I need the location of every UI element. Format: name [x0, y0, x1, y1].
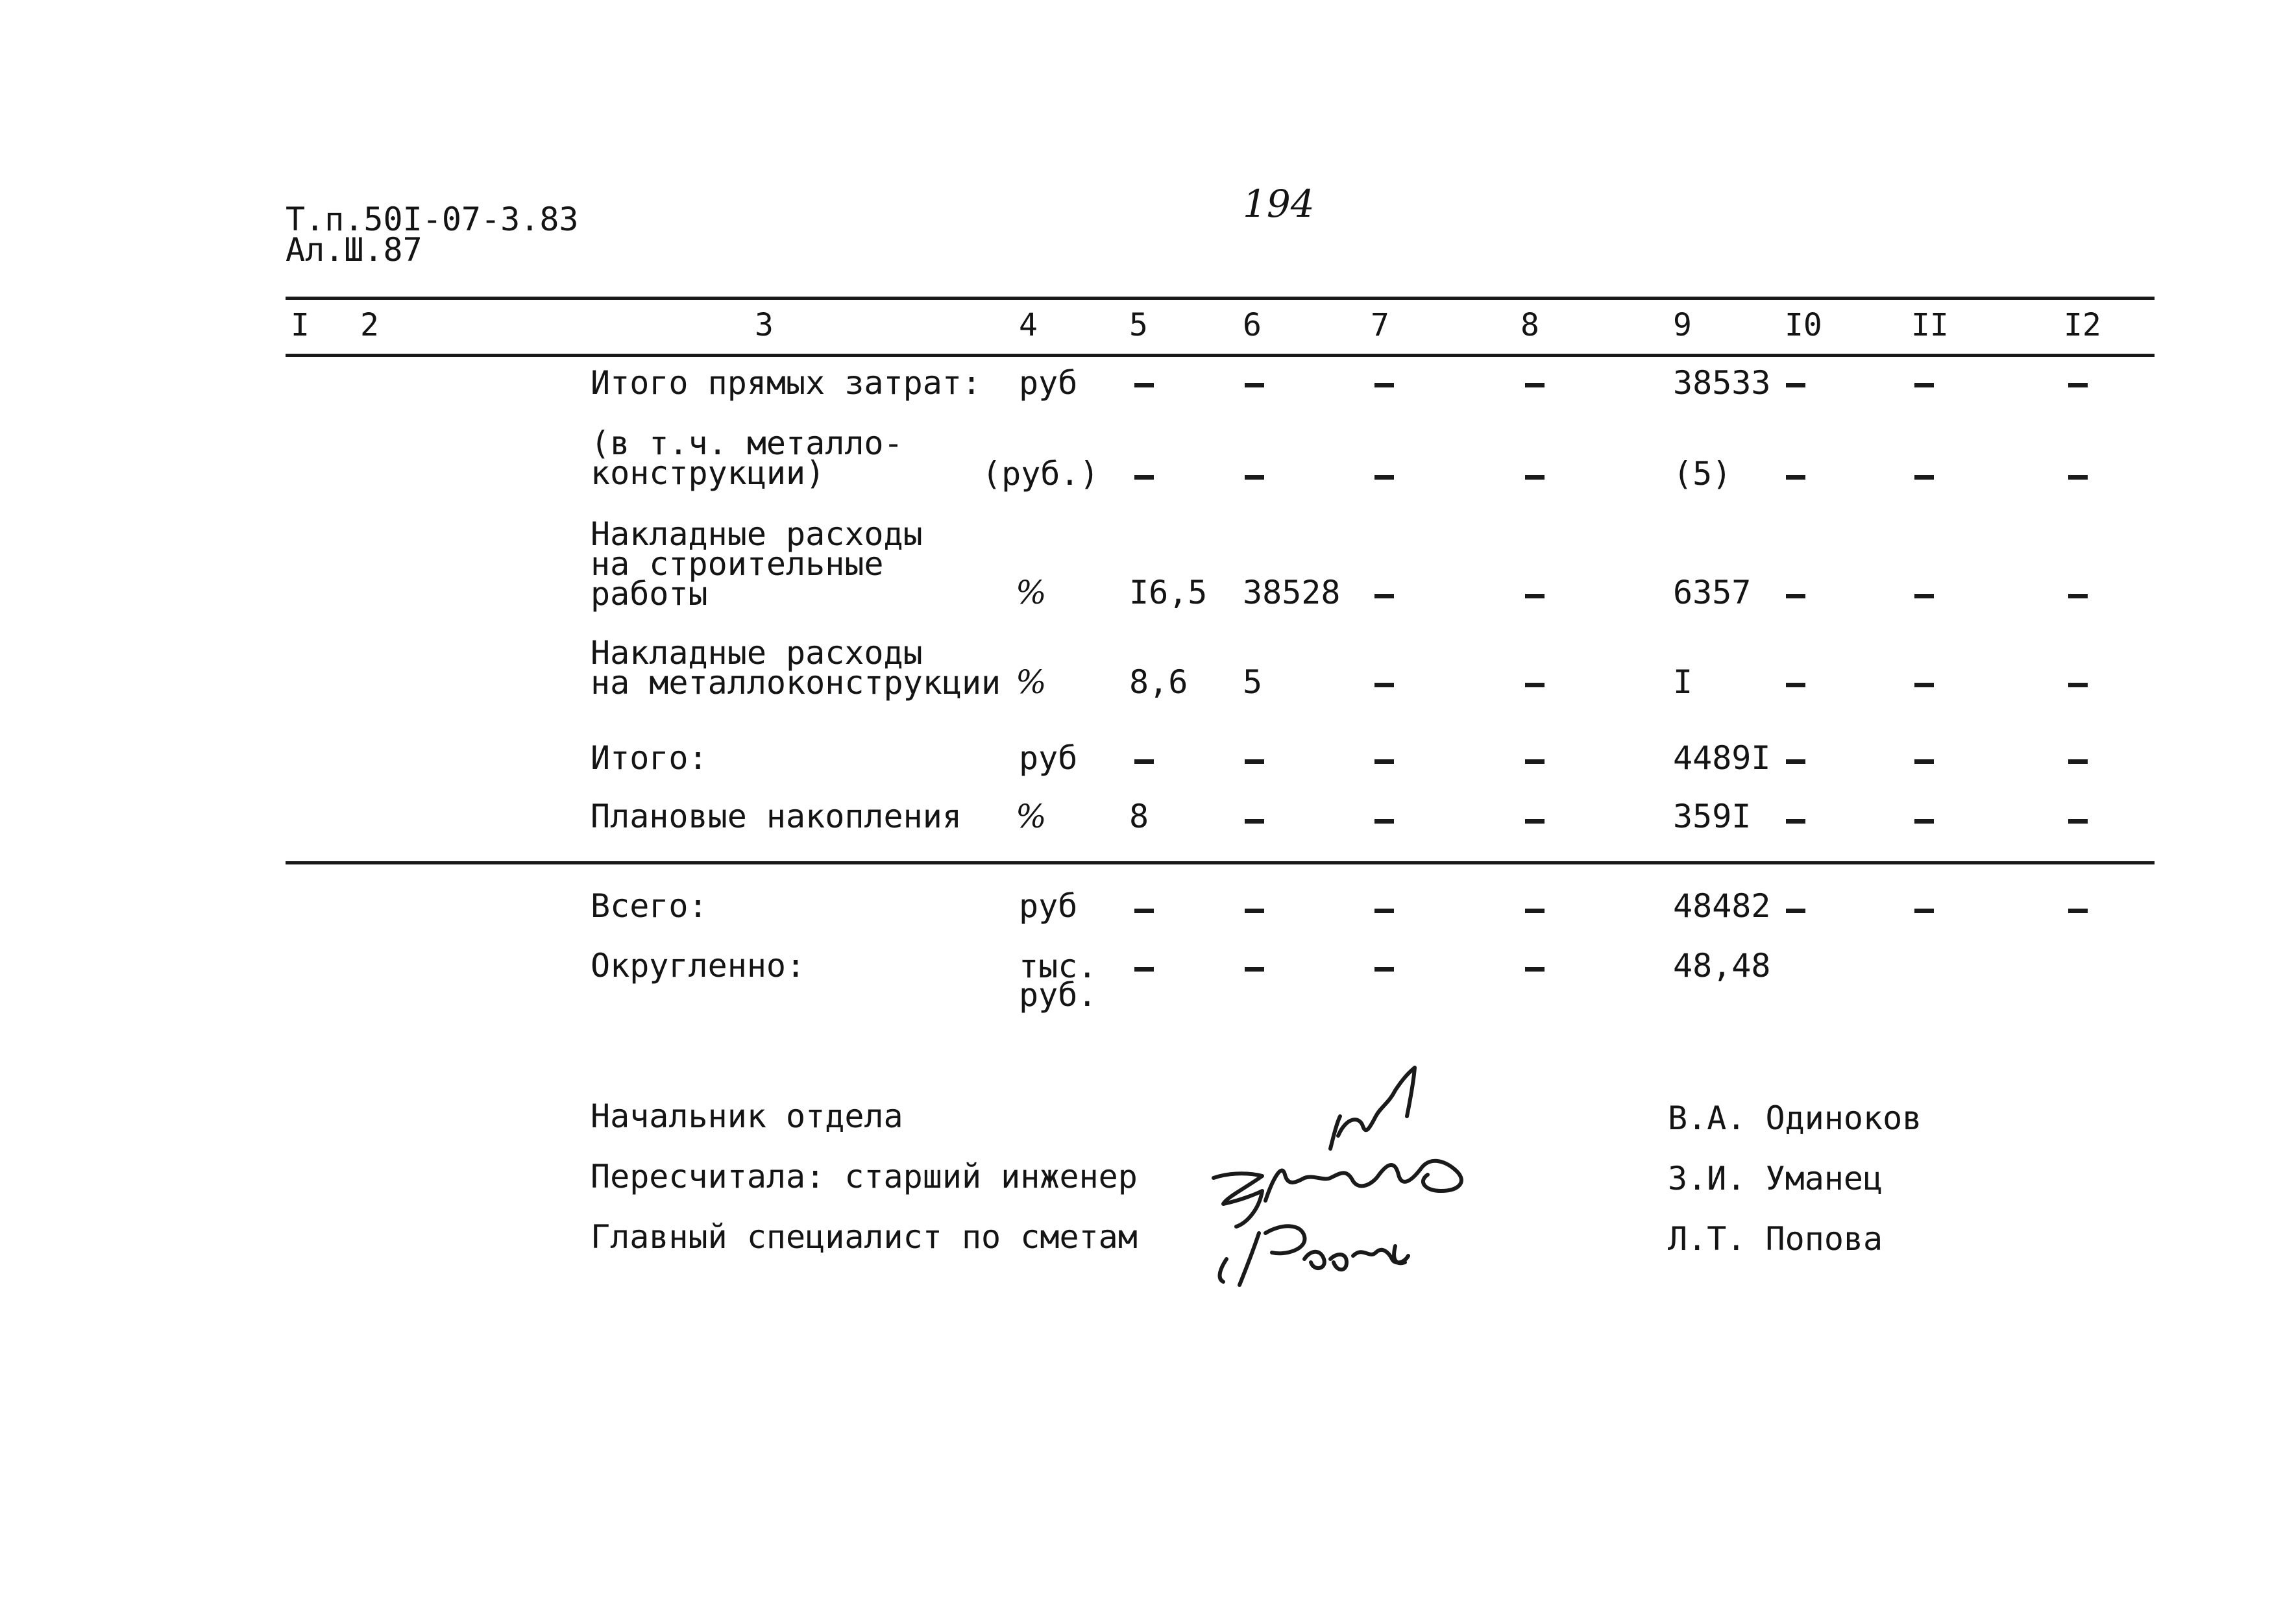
empty-cell-dash [1525, 475, 1545, 480]
empty-cell-dash [1914, 475, 1934, 480]
row-name: Накладные расходы на металлоконструкции [591, 634, 1001, 702]
row-unit: % [1016, 663, 1047, 701]
empty-cell-dash [1134, 967, 1154, 972]
empty-cell-dash [1245, 759, 1264, 764]
row-unit: (руб.) [982, 455, 1099, 493]
row-total-value: 48482 [1673, 887, 1771, 925]
page-number: 194 [1243, 182, 1315, 226]
signature-title: Начальник отдела [591, 1097, 903, 1135]
empty-cell-dash [1374, 683, 1394, 687]
row-total-value: 359I [1673, 798, 1752, 835]
empty-cell-dash [1245, 967, 1264, 972]
row-name: Итого прямых затрат: [591, 364, 982, 402]
col-header-3: 3 [755, 307, 774, 343]
empty-cell-dash [1374, 819, 1394, 824]
empty-cell-dash [1525, 594, 1545, 598]
document-code: Т.п.50I-07-3.83 [286, 201, 579, 238]
row-name: (в т.ч. металло- конструкции) [591, 424, 903, 492]
signature-person: Л.Т. Попова [1668, 1220, 1883, 1258]
col-header-1: I [291, 307, 310, 343]
empty-cell-dash [1525, 383, 1545, 387]
empty-cell-dash [1374, 475, 1394, 480]
signature-person: В.А. Одиноков [1668, 1099, 1922, 1137]
empty-cell-dash [1786, 683, 1805, 687]
album-number: Ал.Ш.87 [286, 231, 422, 269]
row-rate-value: 8 [1129, 798, 1149, 835]
empty-cell-dash [1914, 683, 1934, 687]
empty-cell-dash [1374, 759, 1394, 764]
empty-cell-dash [1914, 909, 1934, 913]
row-unit: руб [1019, 739, 1078, 777]
empty-cell-dash [1786, 909, 1805, 913]
empty-cell-dash [1245, 819, 1264, 824]
empty-cell-dash [1914, 819, 1934, 824]
empty-cell-dash [2068, 475, 2088, 480]
empty-cell-dash [1525, 759, 1545, 764]
empty-cell-dash [1786, 594, 1805, 598]
empty-cell-dash [1374, 594, 1394, 598]
empty-cell-dash [2068, 594, 2088, 598]
row-name: Накладные расходы на строительные работы [591, 515, 923, 613]
row-total-value: 4489I [1673, 739, 1771, 777]
empty-cell-dash [1786, 819, 1805, 824]
empty-cell-dash [1245, 909, 1264, 913]
row-unit: руб [1019, 887, 1078, 925]
empty-cell-dash [2068, 819, 2088, 824]
empty-cell-dash [1134, 759, 1154, 764]
empty-cell-dash [2068, 383, 2088, 387]
empty-cell-dash [2068, 759, 2088, 764]
row-base-value: 38528 [1243, 574, 1341, 611]
row-total-value: 38533 [1673, 364, 1771, 402]
col-header-6: 6 [1243, 307, 1262, 343]
empty-cell-dash [1134, 909, 1154, 913]
col-header-12: I2 [2064, 307, 2101, 343]
empty-cell-dash [1245, 383, 1264, 387]
row-name: Итого: [591, 739, 708, 777]
total-separator-rule [286, 861, 2155, 864]
col-header-5: 5 [1129, 307, 1148, 343]
empty-cell-dash [2068, 909, 2088, 913]
empty-cell-dash [1786, 475, 1805, 480]
empty-cell-dash [1525, 967, 1545, 972]
empty-cell-dash [1374, 909, 1394, 913]
empty-cell-dash [1786, 383, 1805, 387]
signature-title: Главный специалист по сметам [591, 1218, 1138, 1256]
empty-cell-dash [1786, 759, 1805, 764]
col-header-11: II [1911, 307, 1949, 343]
row-base-value: 5 [1243, 663, 1263, 701]
empty-cell-dash [1245, 475, 1264, 480]
empty-cell-dash [1914, 383, 1934, 387]
col-header-9: 9 [1673, 307, 1692, 343]
empty-cell-dash [1525, 819, 1545, 824]
row-unit: % [1016, 798, 1047, 835]
handwritten-signatures [1201, 1064, 1551, 1311]
row-rate-value: I6,5 [1129, 574, 1208, 611]
col-header-8: 8 [1520, 307, 1539, 343]
empty-cell-dash [1525, 683, 1545, 687]
empty-cell-dash [1914, 759, 1934, 764]
col-header-10: I0 [1785, 307, 1822, 343]
empty-cell-dash [1374, 967, 1394, 972]
col-header-2: 2 [360, 307, 379, 343]
row-unit: тыс. руб. [1019, 948, 1097, 1014]
col-header-7: 7 [1371, 307, 1389, 343]
row-rate-value: 8,6 [1129, 663, 1188, 701]
row-name: Плановые накопления [591, 798, 962, 835]
row-total-value: 6357 [1673, 574, 1752, 611]
row-unit: % [1016, 574, 1047, 611]
col-header-4: 4 [1019, 307, 1038, 343]
empty-cell-dash [1374, 383, 1394, 387]
row-total-value: (5) [1673, 455, 1732, 493]
empty-cell-dash [1525, 909, 1545, 913]
row-name: Округленно: [591, 947, 806, 985]
table-top-rule [286, 297, 2155, 300]
signature-title: Пересчитала: старший инженер [591, 1158, 1138, 1195]
row-unit: руб [1019, 364, 1078, 402]
header-bottom-rule [286, 354, 2155, 357]
row-name: Всего: [591, 887, 708, 925]
row-total-value: 48,48 [1673, 947, 1771, 985]
empty-cell-dash [1134, 383, 1154, 387]
signature-person: З.И. Уманец [1668, 1160, 1883, 1197]
empty-cell-dash [1914, 594, 1934, 598]
empty-cell-dash [2068, 683, 2088, 687]
row-total-value: I [1673, 663, 1693, 701]
empty-cell-dash [1134, 475, 1154, 480]
